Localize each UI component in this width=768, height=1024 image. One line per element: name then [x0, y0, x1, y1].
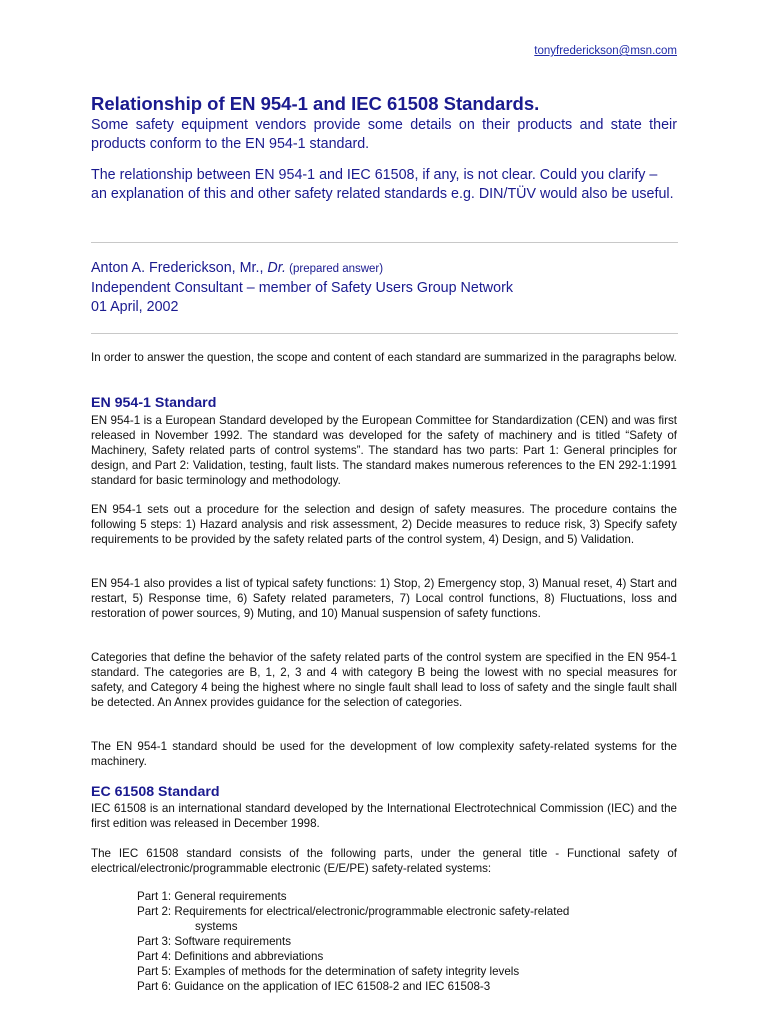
- author-affiliation: Independent Consultant – member of Safety Users Group Network: [91, 280, 513, 296]
- author-title: Dr.: [267, 260, 286, 276]
- list-item: Part 3: Software requirements: [137, 935, 292, 948]
- list-item: Part 6: Guidance on the application of IEC 61508-2 and IEC 61508-3: [137, 980, 491, 993]
- intro-paragraph: In order to answer the question, the scope and content of each standard are summarized in the paragraphs below.: [91, 351, 677, 364]
- list-item: Part 2: Requirements for electrical/electronic/programmable electronic safety-related: [137, 905, 570, 918]
- list-item: systems: [195, 920, 238, 933]
- section-heading-en954: EN 954-1 Standard: [91, 395, 217, 411]
- question-paragraph-1: Some safety equipment vendors provide some details on their products and state their products conform to the EN 954-1 standard.: [91, 117, 677, 152]
- iec61508-parts-list: [137, 889, 677, 994]
- document-title: Relationship of EN 954-1 and IEC 61508 Standards.: [91, 93, 540, 114]
- section-heading-iec61508: EC 61508 Standard: [91, 784, 220, 800]
- en954-paragraph-4: Categories that define the behavior of the safety related parts of the control system are specified in the EN 954-1 standard. The categories are B, 1, 2, 3 and 4 with category B being the lowest with no special measures for safety, and Category 4 being the highest where no single fault shall lead to loss of safety and the single fault shall be detected. An Annex provides guidance for the selection of categories.: [91, 651, 677, 709]
- author-name: Anton A. Frederickson, Mr.,: [91, 260, 268, 276]
- iec61508-paragraph-1: IEC 61508 is an international standard developed by the International Electrotechnical Commission (IEC) and the first edition was released in December 1998.: [91, 802, 677, 830]
- list-item: Part 1: General requirements: [137, 890, 287, 903]
- list-item: Part 5: Examples of methods for the determination of safety integrity levels: [137, 965, 520, 978]
- en954-paragraph-2: EN 954-1 sets out a procedure for the selection and design of safety measures. The procedure contains the following 5 steps: 1) Hazard analysis and risk assessment, 2) Decide measures to reduce risk, 3) Specify safety requirements to be provided by the safety related parts of the control system, 4) Design, and 5) Validation.: [91, 503, 677, 546]
- author-date: 01 April, 2002: [91, 299, 179, 315]
- list-item: Part 4: Definitions and abbreviations: [137, 950, 324, 963]
- question-paragraph-2: The relationship between EN 954-1 and IEC 61508, if any, is not clear. Could you clarify – an explanation of this and other safety related standards e.g. DIN/TÜV would also be useful.: [91, 167, 674, 202]
- en954-paragraph-1: EN 954-1 is a European Standard developed by the European Committee for Standardization (CEN) and was first released in November 1992. The standard was developed for the safety of machinery and is titled “Safety of Machinery, Safety related parts of control systems”. The standard has two parts: Part 1: General principles for design, and Part 2: Validation, testing, fault lists. The standard makes numerous references to the EN 292-1:1991 standard for basic terminology and methodology.: [91, 414, 677, 487]
- author-note: (prepared answer): [285, 263, 384, 275]
- author-email-link[interactable]: tonyfrederickson@msn.com: [534, 45, 677, 57]
- author-name-line: [91, 259, 677, 279]
- iec61508-paragraph-2: The IEC 61508 standard consists of the following parts, under the general title - Functional safety of electrical/electronic/programmable electronic (E/E/PE) safety-related systems:: [91, 847, 677, 875]
- divider-top: [91, 242, 678, 243]
- author-block: [91, 259, 677, 317]
- en954-paragraph-5: The EN 954-1 standard should be used for the development of low complexity safety-related systems for the machinery.: [91, 740, 677, 768]
- divider-bottom: [91, 333, 678, 334]
- en954-paragraph-3: EN 954-1 also provides a list of typical safety functions: 1) Stop, 2) Emergency stop, 3) Manual reset, 4) Start and restart, 5) Response time, 6) Safety related parameters, 7) Local control functions, 8) Fluctuations, loss and restoration of power sources, 9) Muting, and 10) Manual suspension of safety functions.: [91, 577, 677, 620]
